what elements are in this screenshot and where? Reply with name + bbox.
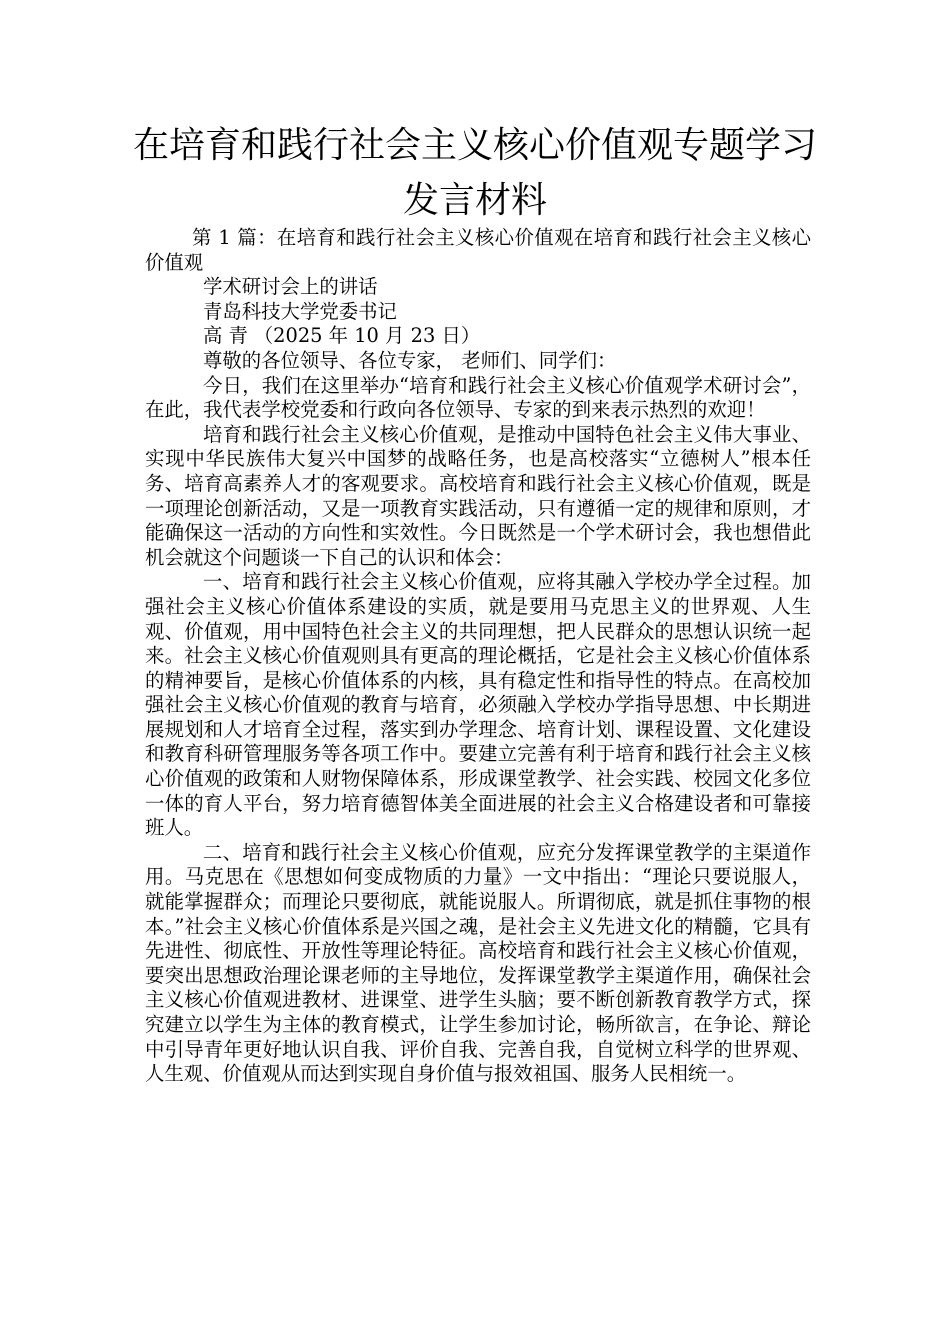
paragraph: 培育和践行社会主义核心价值观，是推动中国特色社会主义伟大事业、实现中华民族伟大复兴中国梦的战略任务，也是高校落实“立德树人”根本任务、培育高素养人才的客观要求。高校培育和践行社会主义核心价值观，既是一项理论创新活动，又是一项教育实践活动，只有遵循一定的规律和原则，才能确保这一活动的方向性和实效性。今日既然是一个学术研讨会，我也想借此机会就这个问题谈一下自己的认识和体会： bbox=[145, 422, 811, 569]
document-body bbox=[145, 226, 811, 1087]
author-date-line bbox=[145, 324, 811, 349]
speech-subtitle: 学术研讨会上的讲话 bbox=[203, 275, 378, 299]
heading-line: 第 1 篇：在培育和践行社会主义核心价值观在培育和践行社会主义核心价值观 bbox=[145, 226, 811, 274]
paragraph: 二、培育和践行社会主义核心价值观，应充分发挥课堂教学的主渠道作用。马克思在《思想如何变成物质的力量》一文中指出：“理论只要说服人，就能掌握群众；而理论只要彻底，就能说服人。所谓彻底，就是抓住事物的根本。”社会主义核心价值体系是兴国之魂，是社会主义先进文化的精髓，它具有先进性、彻底性、开放性等理论特征。高校培育和践行社会主义核心价值观，要突出思想政治理论课老师的主导地位，发挥课堂教学主渠道作用，确保社会主义核心价值观进教材、进课堂、进学生头脑；要不断创新教育教学方式，探究建立以学生为主体的教育模式，让学生参加讨论，畅所欲言，在争论、辩论中引导青年更好地认识自我、评价自我、完善自我，自觉树立科学的世界观、人生观、价值观从而达到实现自身价值与报效祖国、服务人民相统一。 bbox=[145, 840, 811, 1086]
paragraph: 一、培育和践行社会主义核心价值观，应将其融入学校办学全过程。加强社会主义核心价值体系建设的实质，就是要用马克思主义的世界观、人生观、价值观，用中国特色社会主义的共同理想，把人民群众的思想认识统一起来。社会主义核心价值观则具有更高的理论概括，它是社会主义核心价值体系的精神要旨，是核心价值体系的内核，具有稳定性和指导性的特点。在高校加强社会主义核心价值观的教育与培育，必须融入学校办学指导思想、中长期进展规划和人才培育全过程，落实到办学理念、培育计划、课程设置、文化建设和教育科研管理服务等各项工作中。要建立完善有利于培育和践行社会主义核心价值观的政策和人财物保障体系，形成课堂教学、社会实践、校园文化多位一体的育人平台，努力培育德智体美全面进展的社会主义合格建设者和可靠接班人。 bbox=[145, 570, 811, 840]
paragraph: 今日，我们在这里举办“培育和践行社会主义核心价值观学术研讨会”，在此，我代表学校党委和行政向各位领导、专家的到来表示热烈的欢迎！ bbox=[145, 373, 811, 422]
author-title: 青岛科技大学党委书记 bbox=[203, 299, 397, 323]
author-name: 高 青 bbox=[203, 324, 248, 348]
document-title: 在培育和践行社会主义核心价值观专题学习发言材料 bbox=[132, 125, 817, 221]
salutation: 尊敬的各位领导、各位专家， 老师们、同学们： bbox=[203, 348, 617, 372]
speech-date: （2025 年 10 月 23 日） bbox=[253, 324, 481, 348]
